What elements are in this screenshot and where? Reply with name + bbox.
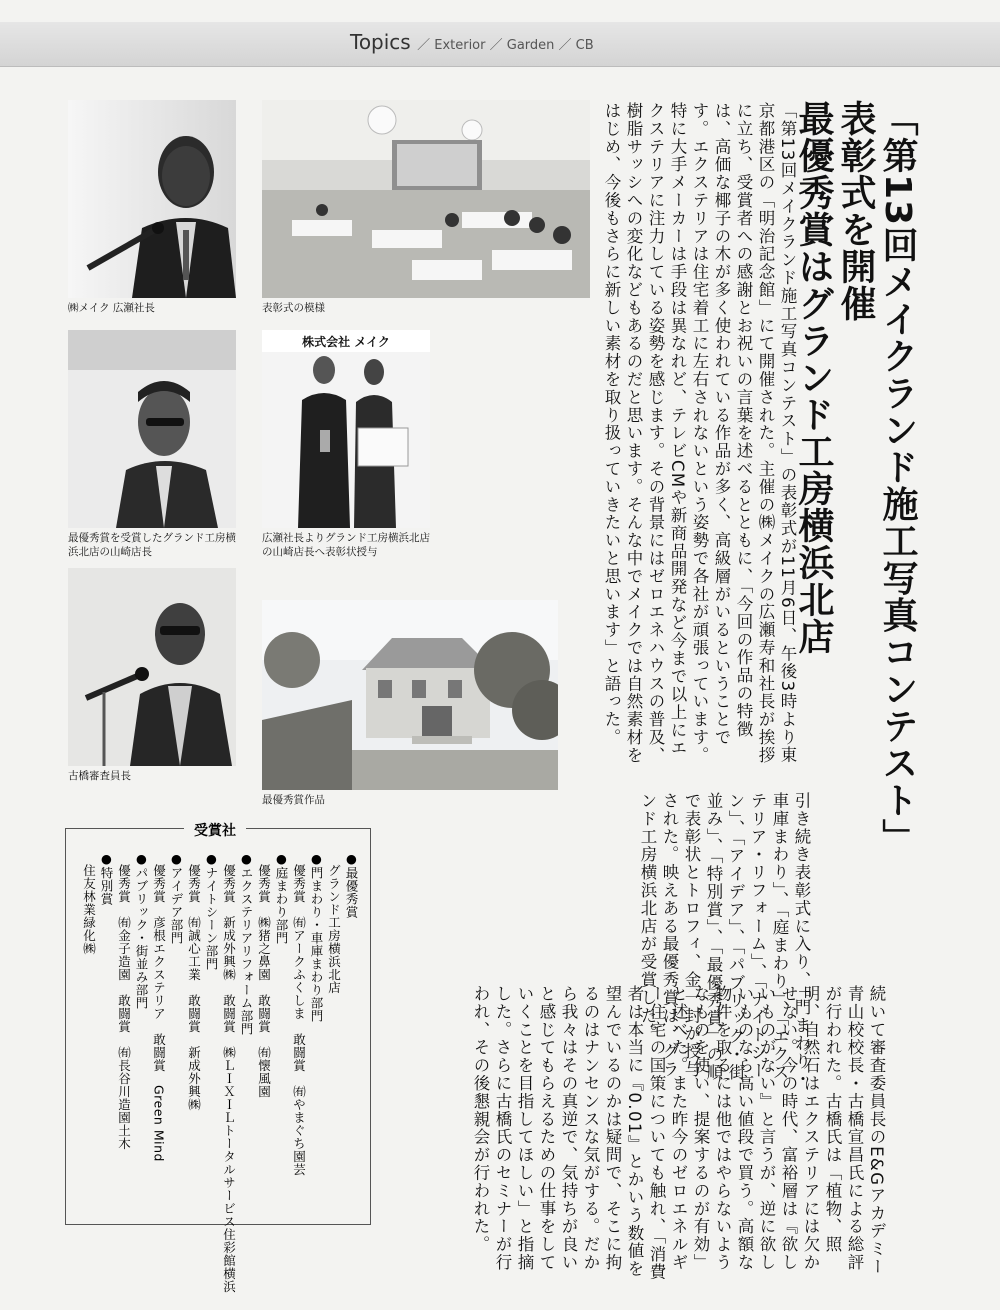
photo-caption-4: 広瀬社長よりグランド工房横浜北店の山崎店長へ表彰状授与 [262,532,430,558]
house-exterior-photo [262,600,558,790]
photo-caption-6: 最優秀賞作品 [262,794,325,806]
awards-line: 優秀賞 ㈲誠心工業 敢闘賞 新成外興㈱ [186,851,202,1111]
awards-title: 受賞社 [184,820,246,840]
title-line-1: 「第13回メイクランド施工写真コンテスト」表彰式を開催 [835,100,918,856]
banquet-hall-photo [262,100,590,298]
photo-caption-2: 表彰式の模様 [262,302,325,314]
breadcrumb: ／ Exterior ／ Garden ／ CB [417,38,594,53]
photo-caption-5: 古橋審査員長 [68,770,131,782]
awards-line: 住友林業緑化㈱ [81,851,97,955]
awards-line: ●ナイトシーン部門 [204,851,219,971]
awards-line: ●エクステリアリフォーム部門 [239,851,254,1036]
awards-line: 優秀賞 彦根エクステリア 敢闘賞 Green Mind [151,851,167,1162]
section-breadcrumb [350,30,594,54]
awards-line: ●パブリック・街並み部門 [134,851,149,1010]
awards-line: ●門まわり・車庫まわり部門 [309,851,324,1023]
awards-line: ●アイデア部門 [169,851,184,945]
paragraph-1: 「第13回メイクランド施工写真コンテスト」の表彰式が11月6日、午後3時より東京都港区の「明治記念館」にて開催された。主催の㈱メイクの広瀬寿和社長が挨拶に立ち、受賞者への感謝とお祝いの言葉を述べるとともに、「今回の作品の特徴は、高価な椰子の木が多く使われている作品が多く、高級層がいるということです。エクステリアは住宅着工に左右されないという姿勢で各社が頑張っています。特に大手メーカーは手段は異なれど、テレビCMや新商品開発など今まで以上にエクステリアに注力している姿勢を感じます。その背景にはゼロエネハウスの普及、樹脂サッシへの変化などもあるのだと思います。そんな中でメイクでは自然素材をはじめ、今後もさらに新しい素材を取り扱っていきたいと思います」と語った。 [602,102,797,765]
awards-line: 優秀賞 ㈱猪之鼻園 敢闘賞 ㈲懐風園 [256,851,272,1098]
awards-list [80,851,360,1293]
page-header [0,22,1000,67]
awards-line: ●特別賞 [99,851,114,906]
article-body-lower-right [392,985,887,1285]
article-title [793,100,918,890]
person-portrait-photo [68,330,236,528]
photo-caption-3: 最優秀賞を受賞したグランド工房横浜北店の山崎店長 [68,532,236,558]
awards-line: 優秀賞 ㈲アークふくしま 敢闘賞 ㈲やまぐち園芸 [291,851,307,1176]
section-title: Topics [350,30,411,54]
awards-line: ●最優秀賞 [344,851,359,919]
person-microphone-photo [68,568,236,766]
awards-line: 優秀賞 ㈲金子造園 敢闘賞 ㈲長谷川造園土木 [116,851,132,1150]
paragraph-3: 続いて審査委員長のE&Gアカデミー青山校校長・古橋宣昌氏による総評が行われた。古橋氏は「植物、照明、自然石はエクステリアには欠かせない。今の時代、富裕層は『欲しいものがない』と言うが、逆に欲しいものなら高い値段で買う。高額な物件を取るには他ではやらないようなものを使い、提案するのが有効」と述べた。また昨今のゼロエネルギー住宅の国策についても触れ、「消費者は本当に『0.01』とかいう数値を望んでいるのかは疑問で、そこに拘るのはナンセンスな気がする。だから我々はその真逆で、気持ちが良いと感じてもらえるための仕事をしていくことを目指してほしい」と指摘した。さらに古橋氏のセミナーが行われ、その後懇親会が行われた。 [471,985,886,1282]
person-speaking-photo [68,100,236,298]
awards-line: 優秀賞 新成外興㈱ 敢闘賞 ㈱ＬＩＸＩＬトータルサービス住彩館横浜 [221,851,237,1293]
paragraph-2: 引き続き表彰式に入り、「門まわり・車庫まわり」、「庭まわり」、「エクステリア・リフォーム」、「ナイトシーン」、「アイデア」、「パブリック・街並み」、「特別賞」、「最優秀賞」の順で表彰状とトロフィ、金一封が授与された。映えある最優秀賞は、グランド工房横浜北店が受賞した。 [638,792,811,1089]
sign-text: 株式会社 メイク [302,335,390,349]
award-ceremony-photo [262,330,430,528]
photo-caption-1: ㈱メイク 広瀬社長 [68,302,155,314]
awards-line: ●庭まわり部門 [274,851,289,945]
award-winners-box [65,823,371,1293]
title-line-2: 最優秀賞はグランド工房横浜北店 [793,100,834,655]
awards-line: グランド工房横浜北店 [326,851,342,994]
